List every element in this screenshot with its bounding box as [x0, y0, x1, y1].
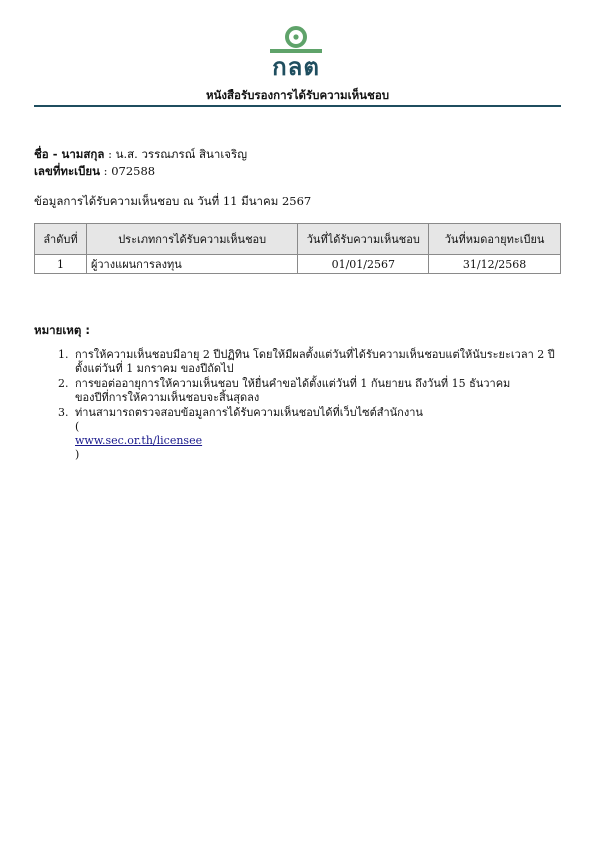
column-header-type: ประเภทการได้รับความเห็นชอบ	[86, 224, 297, 255]
list-item	[58, 406, 558, 462]
name-line	[34, 146, 247, 164]
list-item-number: 3.	[58, 406, 69, 419]
cell-approved-date: 01/01/2567	[298, 255, 429, 274]
table-row	[35, 255, 561, 274]
cell-expiry-date: 31/12/2568	[429, 255, 561, 274]
name-label: ชื่อ - นามสกุล	[34, 147, 105, 161]
remarks-heading: หมายเหตุ :	[34, 323, 90, 337]
list-item	[58, 377, 558, 405]
list-item	[58, 348, 558, 376]
column-header-seq: ลำดับที่	[35, 224, 87, 255]
list-item-text: ของปีที่การให้ความเห็นชอบจะสิ้นสุดลง	[75, 391, 260, 404]
title-divider	[34, 105, 561, 107]
document-title: หนังสือรับรองการได้รับความเห็นชอบ	[205, 88, 390, 102]
remarks-list	[58, 348, 558, 463]
list-item-text: การให้ความเห็นชอบมีอายุ 2 ปีปฏิทิน โดยให้มีผลตั้งแต่วันที่ได้รับความเห็นชอบแต่ให้นับระยะเวลา 2 ปี	[75, 348, 555, 361]
registration-label: เลขที่ทะเบียน	[34, 164, 101, 178]
licensee-link-line	[75, 420, 423, 462]
list-item-text: การขอต่ออายุการให้ความเห็นชอบ ให้ยื่นคำขอได้ตั้งแต่วันที่ 1 กันยายน ถึงวันที่ 15 ธันวาคม	[75, 377, 511, 390]
table-header-row	[35, 224, 561, 255]
sec-logo-text: กลต	[272, 53, 320, 81]
list-item-number: 2.	[58, 377, 69, 390]
as-of-date-text: ข้อมูลการได้รับความเห็นชอบ ณ วันที่ 11 มีนาคม 2567	[34, 194, 312, 208]
link-open-paren: (	[75, 420, 80, 433]
column-header-approved-date: วันที่ได้รับความเห็นชอบ	[298, 224, 429, 255]
cell-seq: 1	[35, 255, 87, 274]
cell-type: ผู้วางแผนการลงทุน	[86, 255, 297, 274]
list-item-text: ตั้งแต่วันที่ 1 มกราคม ของปีถัดไป	[75, 362, 234, 375]
list-item-number: 1.	[58, 348, 69, 361]
name-value: : น.ส. วรรณภรณ์ สินาเจริญ	[104, 147, 247, 161]
registration-line	[34, 163, 155, 181]
licensee-website-link[interactable]: www.sec.or.th/licensee	[75, 434, 203, 447]
link-close-paren: )	[75, 448, 80, 461]
column-header-expiry-date: วันที่หมดอายุทะเบียน	[429, 224, 561, 255]
approval-table	[34, 223, 561, 274]
registration-value: : 072588	[100, 164, 156, 178]
list-item-text: ท่านสามารถตรวจสอบข้อมูลการได้รับความเห็นชอบได้ที่เว็บไซต์สำนักงาน	[75, 406, 423, 419]
